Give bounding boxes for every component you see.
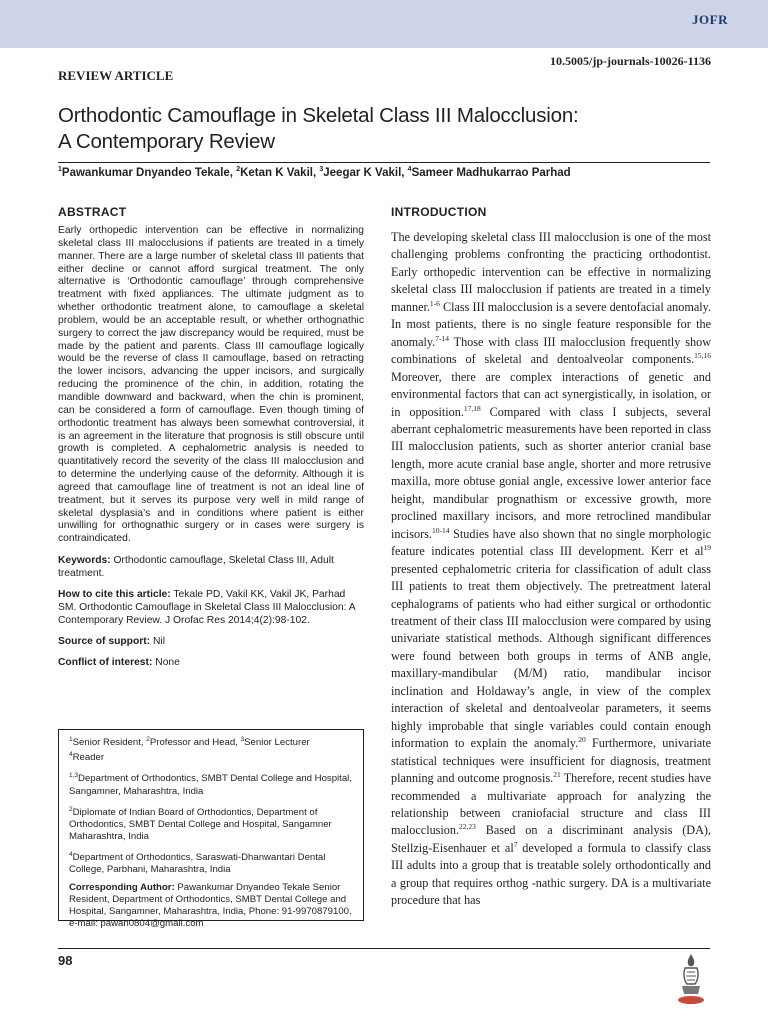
conflict-label: Conflict of interest:: [58, 657, 153, 669]
introduction-text: [391, 229, 711, 910]
conflict-value: None: [152, 657, 180, 669]
reference-marker: 10-14: [431, 525, 450, 535]
author-list: [58, 166, 718, 179]
intro-span: presented cephalometric criteria for classification of adult class III patients to treat them objectively. The pretreatment lateral cephalograms of patients who had either surgical or orthodontic treatment of their class III malocclusion were compared by using univariate statistical methods. Although significant differences were found between both groups in terms of ANB angle, maxillary-mandibular (M/M) ratio, mandibular incisor inclination and Holdaway’s angle, in view of the complex interaction of skeletal and dentoalveolar parameters, it seems highly improbable that single variables could contain enough information to explain the anomaly.: [391, 561, 711, 751]
role-text: Senior Resident,: [72, 737, 147, 749]
reference-marker: 1-6: [429, 298, 440, 308]
role-number: 2: [146, 736, 150, 743]
author-number: 2: [236, 166, 241, 173]
citation-value: Tekale PD, Vakil KK, Vakil JK, Parhad SM. Orthodontic Camouflage in Skeletal Class III Malocclusion: A Contemporary Review. J Orofac Res 2014;4(2):98-102.: [58, 589, 356, 627]
conflict-of-interest: [58, 656, 364, 669]
abstract-text: Early orthopedic intervention can be effective in normalizing skeletal class III malocclusions if patients are treated in a timely manner. There are a large number of skeletal class III patients that either decline or cannot afford surgical treatment. The only alternative is ‘Orthodontic camouflage’ through comprehensive treatment with fixed appliances. The ultimate judgment as to whether orthodontic treatment alone, to camouflage a skeletal problem, would be an acceptable result, or whether orthognathic surgery to correct the jaw discrepancy would be required, must be made by the patient and parents. Class III camouflage logically would be the reverse of class II camouflage, based on retracting the lower incisors, advancing the upper incisors, and surgically reducing the prominence of the chin, in addition, rotating the mandible downward and backward, when the chin is prominent, can be considered a form of camouflage. Even though timing of orthodontic treatment has always been somewhat controversial, it is an agreement in the literature that prognosis is still obscure until growth is completed. A cephalometric analysis is needed to quantitatively record the severity of the class III malocclusion and to determine the underlying cause of the deformity. Although it is agreed that camouflage line of treatment is not an ideal line of treatment, but it serves its purpose very well in mild range of skeletal dysplasia’s and in conditions where patient is either unwilling for orthognathic surgery or in cases were surgery is contraindicated.: [58, 225, 364, 545]
role-text: Professor and Head,: [149, 737, 241, 749]
role-number: 4: [69, 751, 73, 759]
affiliation-4: [69, 849, 357, 876]
introduction-column: [391, 205, 711, 910]
title-line-2: A Contemporary Review: [58, 130, 275, 153]
society-logo-icon: [676, 952, 706, 1008]
intro-span: Those with class III malocclusion frequently show combinations of skeletal and dentoalveolar components.: [391, 334, 711, 367]
article-type: REVIEW ARTICLE: [58, 68, 174, 83]
intro-span: Therefore, recent studies have recommended a multivariate approach for analyzing the relationship between craniofacial structure and class III malocclusion.: [391, 771, 711, 838]
affiliation-2: [69, 804, 357, 843]
reference-marker: 7: [513, 839, 518, 849]
role-number: 3: [240, 736, 245, 743]
reference-marker: 22,23: [459, 822, 476, 832]
intro-span: Moreover, there are complex interactions of genetic and environmental factors that can act synergistically, in isolation, or in opposition.: [391, 369, 711, 419]
role-text: Senior Lecturer: [244, 737, 310, 749]
author-name: Ketan K Vakil,: [240, 166, 320, 179]
header-band: [0, 0, 768, 48]
corresponding-label: Corresponding Author:: [69, 881, 175, 893]
reference-marker: 19: [703, 543, 711, 553]
role-number: 1: [69, 736, 73, 743]
author-name: Sameer Madhukarrao Parhad: [411, 166, 571, 179]
page-number: 98: [58, 953, 73, 968]
author-roles: [69, 734, 357, 764]
affiliation-number: 4: [69, 850, 73, 858]
doi: 10.5005/jp-journals-10026-1136: [549, 54, 711, 68]
support-label: Source of support:: [58, 636, 151, 648]
affiliation-number: 2: [69, 805, 73, 813]
reference-marker: 7-14: [435, 333, 449, 343]
affiliation-text: Department of Orthodontics, SMBT Dental College and Hospital, Sangamner, Maharashtra, India: [69, 773, 352, 797]
reference-marker: 15,16: [694, 351, 711, 361]
keywords-value: Orthodontic camouflage, Skeletal Class III, Adult treatment.: [58, 555, 334, 580]
affiliation-number: 1,3: [69, 772, 79, 780]
support-value: Nil: [150, 636, 165, 648]
reference-marker: 20: [578, 735, 586, 745]
reference-marker: 17,18: [463, 403, 481, 413]
affiliations-box: [58, 729, 364, 929]
intro-span: developed a formula to classify class III adults into a group that is treatable solely orthodontically and a group that requires orthog -nathic surgery. DA is a multivariate procedure that has: [391, 840, 711, 908]
abstract-column: [58, 205, 364, 669]
intro-span: Furthermore, univariate statistical techniques were insufficient for diagnosis, treatment planning and outcome prognosis.: [391, 736, 711, 786]
author-number: 3: [319, 166, 324, 173]
abstract-heading: ABSTRACT: [58, 205, 127, 219]
citation: [58, 588, 364, 627]
article-title: [58, 103, 718, 155]
intro-span: Class III malocclusion is a severe dentofacial anomaly. In most patients, there is no single feature responsible for the anomaly.: [391, 299, 711, 349]
corresponding-text: Pawankumar Dnyandeo Tekale Senior Resident, Department of Orthodontics, SMBT Dental College and Hospital, Sangamner, Maharashtra, India, Phone: 91-9970879100, e-mail: pawan0804@gmail.com: [69, 881, 352, 929]
author-number: 4: [407, 166, 412, 173]
affiliation-1: [69, 770, 357, 797]
intro-span: The developing skeletal class III malocclusion is one of the most challenging problems confronting the practicing orthodontist. Early orthopedic intervention can be effective in normalizing skeletal class III malocclusion if patients are treated in a timely manner.: [391, 230, 711, 314]
author-name: Jeegar K Vakil,: [323, 166, 408, 179]
author-name: Pawankumar Dnyandeo Tekale,: [61, 166, 237, 179]
keywords-label: Keywords:: [58, 555, 111, 567]
author-number: 1: [58, 166, 62, 173]
affiliation-text: Diplomate of Indian Board of Orthodontics, Department of Orthodontics, SMBT Dental College and Hospital, Sangamner Maharashtra, India: [69, 806, 332, 842]
title-divider: [58, 162, 710, 163]
reference-marker: 21: [553, 769, 561, 779]
affiliation-text: Department of Orthodontics, Saraswati-Dhanwantari Dental College, Parbhani, Maharashtra, India: [69, 851, 326, 875]
title-line-1: Orthodontic Camouflage in Skeletal Class III Malocclusion:: [58, 104, 579, 127]
journal-abbreviation: JOFR: [692, 12, 728, 27]
intro-span: Based on a discriminant analysis (DA), Stellzig-Eisenhauer et al: [391, 823, 711, 855]
intro-span: Compared with class I subjects, several aberrant cephalometric measurements have been reported in class III malocclusion patients, such as shorter anterior cranial base length, more acute cranial base angle, shorter and more retrusive maxilla, more obtuse gonial angle, excessive lower anterior face height, mandibular prognathism or excessive growth, more proclined maxillary incisors, and more retroclined mandibular incisors.: [391, 404, 711, 541]
source-of-support: [58, 635, 364, 648]
footer-divider: [58, 948, 710, 949]
corresponding-author: [69, 882, 357, 930]
keywords: [58, 554, 364, 580]
introduction-heading: INTRODUCTION: [391, 205, 487, 219]
citation-label: How to cite this article:: [58, 589, 171, 601]
intro-span: Studies have also shown that no single morphologic feature indicates potential class III development. Kerr et al: [391, 526, 711, 559]
role-text: Reader: [72, 752, 105, 764]
